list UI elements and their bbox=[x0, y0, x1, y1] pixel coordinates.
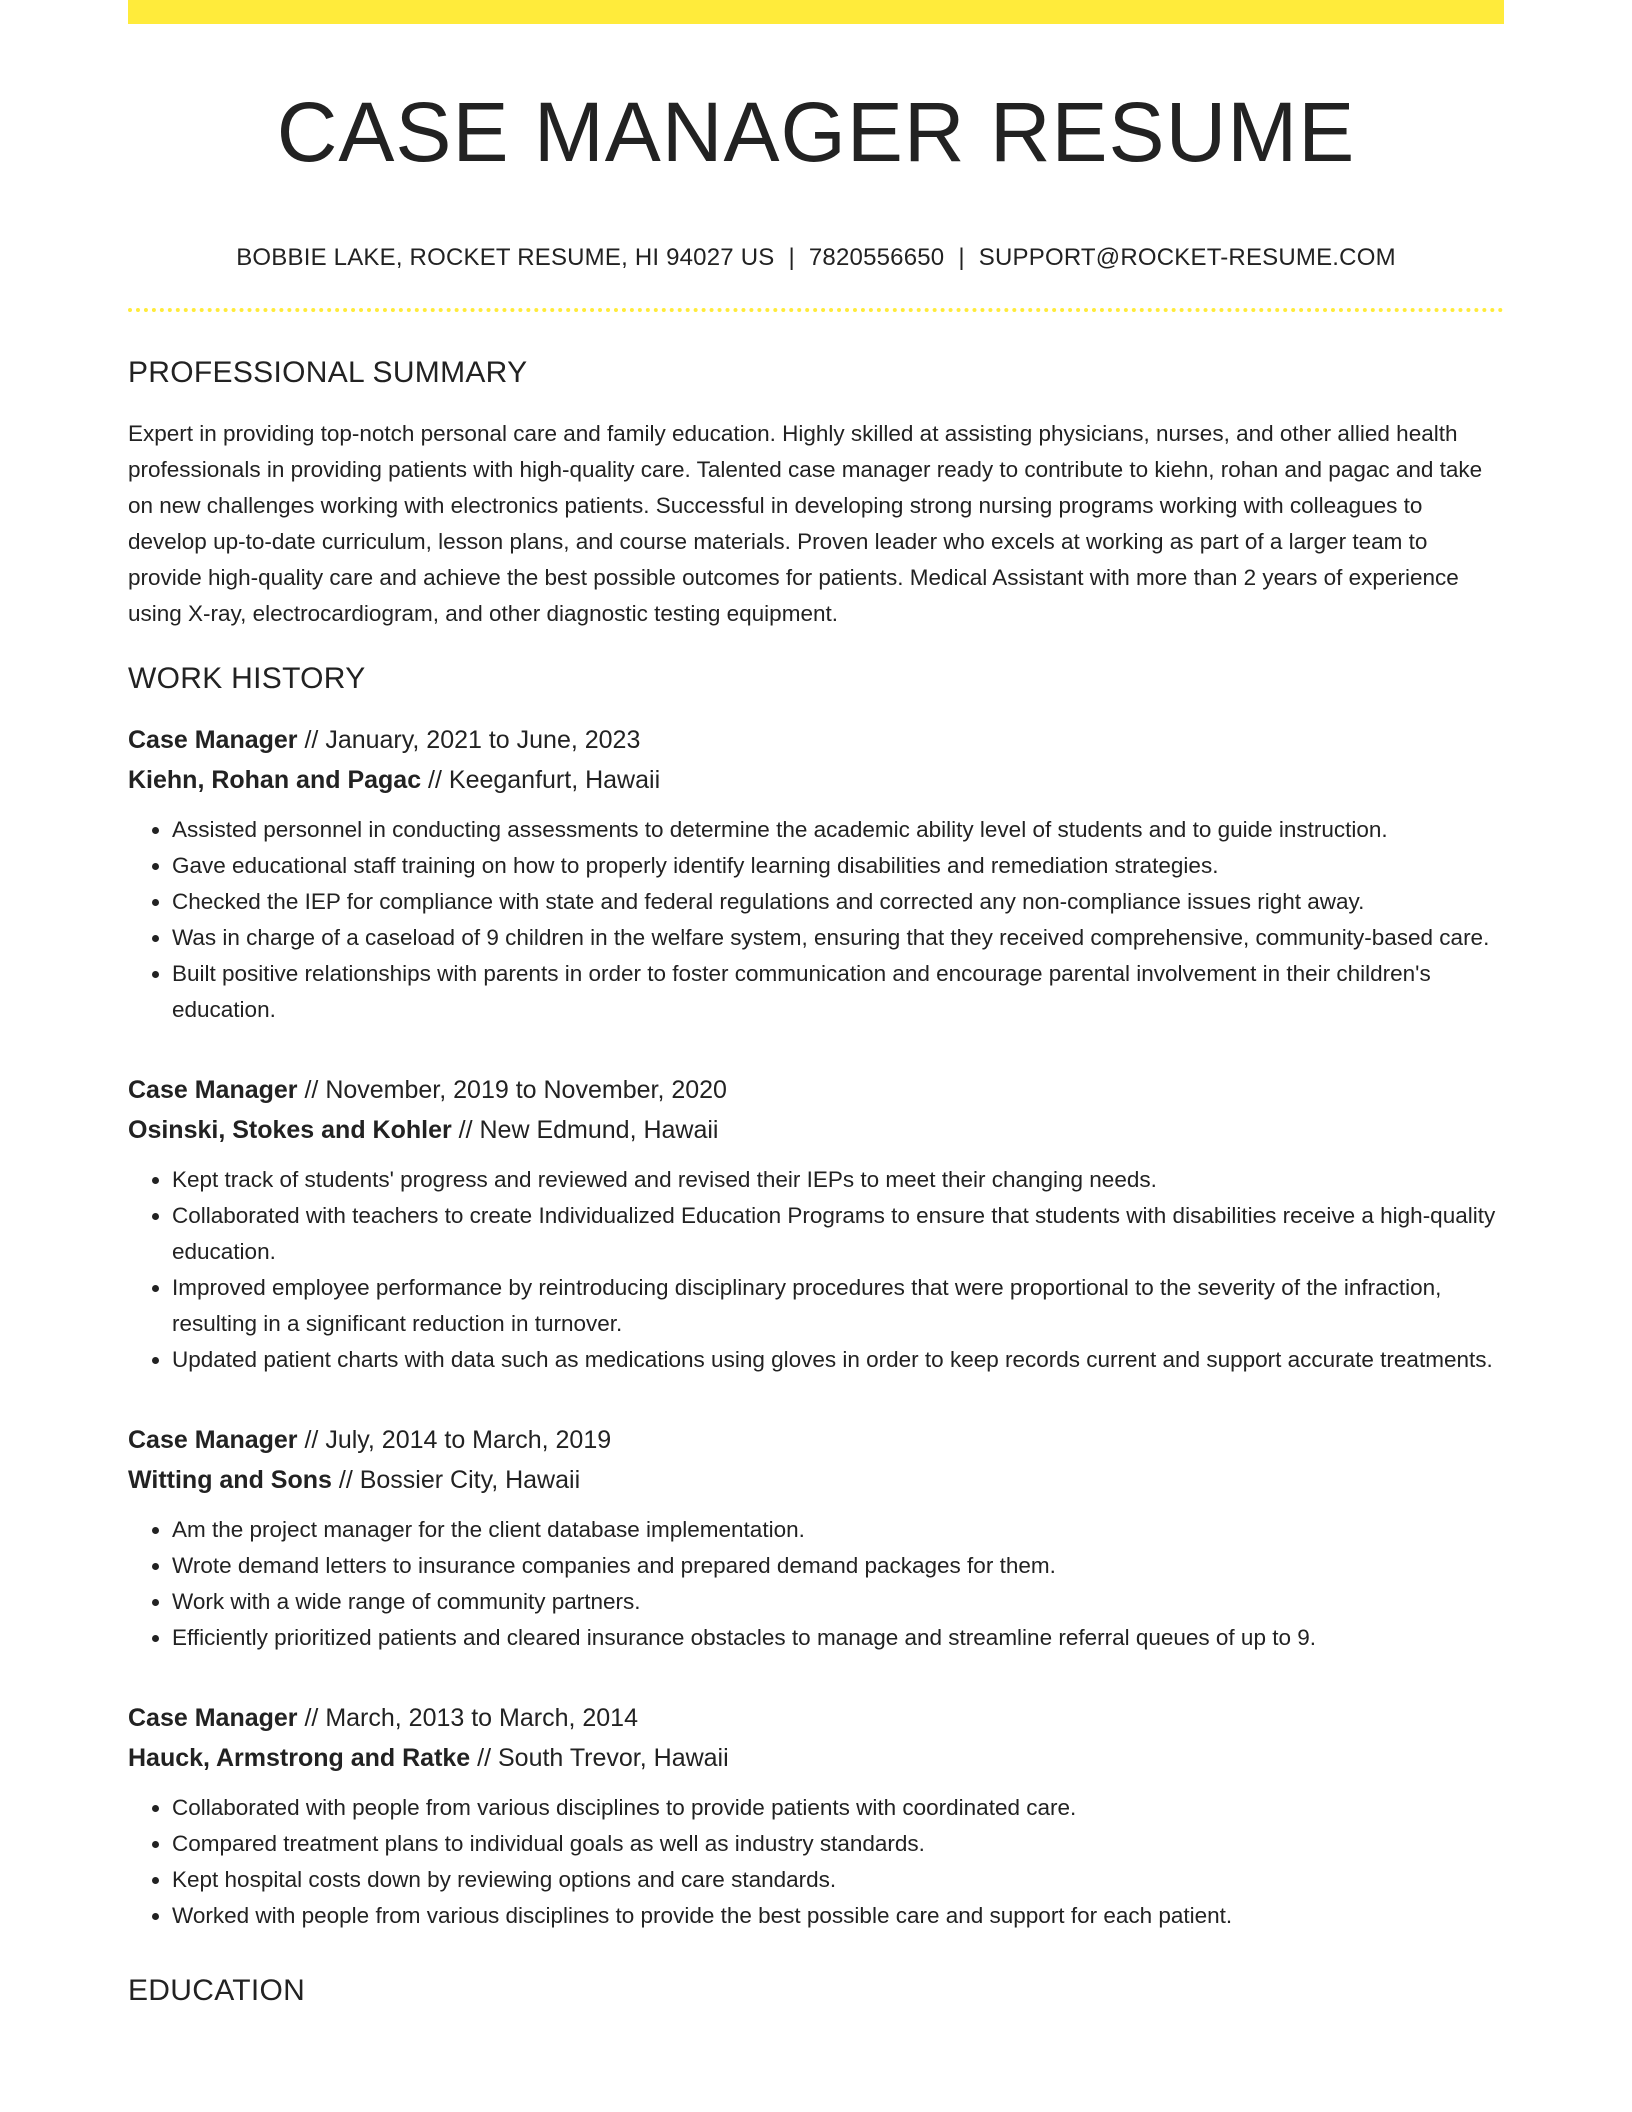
contact-line bbox=[128, 244, 1504, 272]
bullet-item: • Wrote demand letters to insurance companies and prepared demand packages for them. bbox=[172, 1548, 1504, 1584]
contact-address: BOBBIE LAKE, ROCKET RESUME, HI 94027 US bbox=[236, 244, 775, 272]
bullet-item: • Work with a wide range of community partners. bbox=[172, 1584, 1504, 1620]
header-divider bbox=[128, 308, 1504, 312]
job-title-line bbox=[128, 1420, 1504, 1460]
contact-separator: | bbox=[788, 244, 795, 272]
job-title: Case Manager bbox=[128, 1704, 298, 1733]
bullet-item: • Kept hospital costs down by reviewing options and care standards. bbox=[172, 1862, 1504, 1898]
job-bullets bbox=[128, 1162, 1504, 1378]
job-title-line bbox=[128, 720, 1504, 760]
contact-phone: 7820556650 bbox=[808, 244, 945, 272]
job-entry bbox=[128, 1070, 1504, 1378]
job-bullets bbox=[128, 812, 1504, 1028]
job-entry bbox=[128, 720, 1504, 1028]
job-location: // South Trevor, Hawaii bbox=[470, 1744, 729, 1773]
job-company-line bbox=[128, 1110, 1504, 1150]
bullet-item: • Collaborated with teachers to create Individualized Education Programs to ensure that students with disabilities receive a high-quality education. bbox=[172, 1198, 1504, 1270]
job-location: // Bossier City, Hawaii bbox=[331, 1466, 581, 1495]
bullet-item: • Efficiently prioritized patients and cleared insurance obstacles to manage and streamline referral queues of up to 9. bbox=[172, 1620, 1504, 1656]
job-company: Witting and Sons bbox=[128, 1466, 332, 1495]
job-title: Case Manager bbox=[128, 726, 298, 755]
bullet-item: • Kept track of students' progress and reviewed and revised their IEPs to meet their changing needs. bbox=[172, 1162, 1504, 1198]
job-dates: // July, 2014 to March, 2019 bbox=[297, 1426, 612, 1455]
page-title: CASE MANAGER RESUME bbox=[276, 85, 1356, 179]
contact-separator: | bbox=[958, 244, 965, 272]
job-company: Hauck, Armstrong and Ratke bbox=[128, 1744, 471, 1773]
job-company: Kiehn, Rohan and Pagac bbox=[128, 766, 422, 795]
bullet-item: • Collaborated with people from various disciplines to provide patients with coordinated care. bbox=[172, 1790, 1504, 1826]
job-title: Case Manager bbox=[128, 1076, 298, 1105]
summary-text: Expert in providing top-notch personal care and family education. Highly skilled at assisting physicians, nurses, and other allied health professionals in providing patients with high-quality care. Talented case manager ready to contribute to kiehn, rohan and pagac and take on new challenges working with electronics patients. Successful in developing strong nursing programs working with colleagues to develop up-to-date curriculum, lesson plans, and course materials. Proven leader who excels at working as part of a larger team to provide high-quality care and achieve the best possible outcomes for patients. Medical Assistant with more than 2 years of experience using X-ray, electrocardiogram, and other diagnostic testing equipment. bbox=[128, 421, 1483, 627]
job-location: // Keeganfurt, Hawaii bbox=[421, 766, 661, 795]
job-dates: // January, 2021 to June, 2023 bbox=[297, 726, 641, 755]
contact-email: SUPPORT@ROCKET-RESUME.COM bbox=[978, 244, 1396, 272]
section-title-summary: PROFESSIONAL SUMMARY bbox=[128, 356, 528, 390]
job-company-line bbox=[128, 760, 1504, 800]
job-title: Case Manager bbox=[128, 1426, 298, 1455]
bullet-item: • Checked the IEP for compliance with state and federal regulations and corrected any non-compliance issues right away. bbox=[172, 884, 1504, 920]
bullet-item: • Was in charge of a caseload of 9 children in the welfare system, ensuring that they received comprehensive, community-based care. bbox=[172, 920, 1504, 956]
bullet-item: • Am the project manager for the client database implementation. bbox=[172, 1512, 1504, 1548]
bullet-item: • Improved employee performance by reintroducing disciplinary procedures that were proportional to the severity of the infraction, resulting in a significant reduction in turnover. bbox=[172, 1270, 1504, 1342]
job-location: // New Edmund, Hawaii bbox=[451, 1116, 719, 1145]
job-entry bbox=[128, 1698, 1504, 1934]
job-dates: // November, 2019 to November, 2020 bbox=[297, 1076, 727, 1105]
job-entry bbox=[128, 1420, 1504, 1656]
bullet-item: • Worked with people from various disciplines to provide the best possible care and support for each patient. bbox=[172, 1898, 1504, 1934]
job-title-line bbox=[128, 1070, 1504, 1110]
job-bullets bbox=[128, 1790, 1504, 1934]
job-title-line bbox=[128, 1698, 1504, 1738]
bullet-item: • Assisted personnel in conducting assessments to determine the academic ability level of students and to guide instruction. bbox=[172, 812, 1504, 848]
section-title-work-history: WORK HISTORY bbox=[128, 662, 366, 696]
bullet-item: • Built positive relationships with parents in order to foster communication and encourage parental involvement in their children's education. bbox=[172, 956, 1504, 1028]
job-company: Osinski, Stokes and Kohler bbox=[128, 1116, 452, 1145]
job-company-line bbox=[128, 1460, 1504, 1500]
section-title-education: EDUCATION bbox=[128, 1974, 306, 2008]
bullet-item: • Updated patient charts with data such as medications using gloves in order to keep records current and support accurate treatments. bbox=[172, 1342, 1504, 1378]
bullet-item: • Gave educational staff training on how to properly identify learning disabilities and remediation strategies. bbox=[172, 848, 1504, 884]
bullet-item: • Compared treatment plans to individual goals as well as industry standards. bbox=[172, 1826, 1504, 1862]
resume-page bbox=[128, 0, 1504, 2008]
job-bullets bbox=[128, 1512, 1504, 1656]
job-dates: // March, 2013 to March, 2014 bbox=[297, 1704, 638, 1733]
accent-bar bbox=[128, 0, 1504, 24]
job-company-line bbox=[128, 1738, 1504, 1778]
